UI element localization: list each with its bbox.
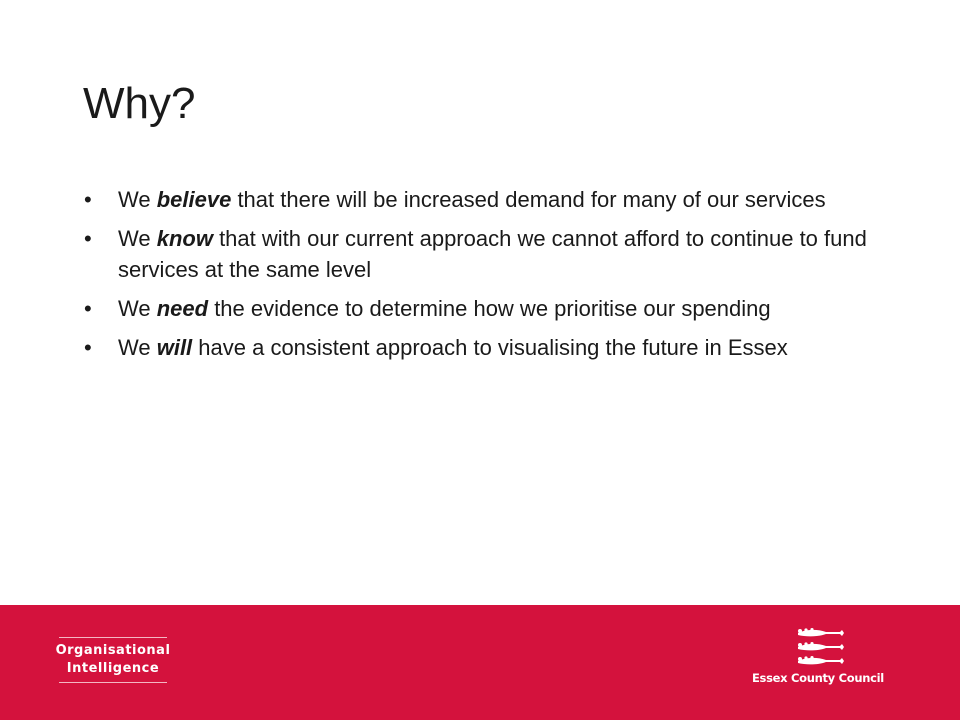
seaxes-emblem-icon xyxy=(792,627,848,669)
bullet-item xyxy=(84,332,884,363)
bullet-dot: • xyxy=(84,226,92,251)
bullet-text: that there will be increased demand for many of our services xyxy=(231,187,826,212)
bullet-emphasis: need xyxy=(156,296,209,321)
bullet-prefix: We xyxy=(118,296,157,321)
bullet-dot: • xyxy=(84,187,92,212)
essex-county-council-logo xyxy=(752,627,892,697)
badge-bottom-rule xyxy=(59,682,167,683)
council-name: Essex County Council xyxy=(752,671,884,685)
bullet-list xyxy=(84,184,884,371)
bullet-dot: • xyxy=(84,335,92,360)
bullet-prefix: We xyxy=(118,187,157,212)
bullet-emphasis: believe xyxy=(156,187,232,212)
organisational-intelligence-badge xyxy=(52,637,174,683)
bullet-item xyxy=(84,293,884,324)
bullet-prefix: We xyxy=(118,335,157,360)
bullet-text: have a consistent approach to visualising the future in Essex xyxy=(192,335,788,360)
bullet-text: that with our current approach we cannot afford to continue to fund services at the same level xyxy=(118,226,867,282)
bullet-prefix: We xyxy=(118,226,157,251)
bullet-text: the evidence to determine how we prioritise our spending xyxy=(208,296,771,321)
bullet-item xyxy=(84,223,884,285)
footer-band xyxy=(0,605,960,720)
bullet-emphasis: will xyxy=(156,335,193,360)
slide-title: Why? xyxy=(83,79,196,128)
badge-line-1: Organisational xyxy=(55,643,171,658)
badge-top-rule xyxy=(59,637,167,638)
bullet-emphasis: know xyxy=(156,226,213,251)
bullet-item xyxy=(84,184,884,215)
bullet-dot: • xyxy=(84,296,92,321)
badge-line-2: Intelligence xyxy=(66,661,160,676)
